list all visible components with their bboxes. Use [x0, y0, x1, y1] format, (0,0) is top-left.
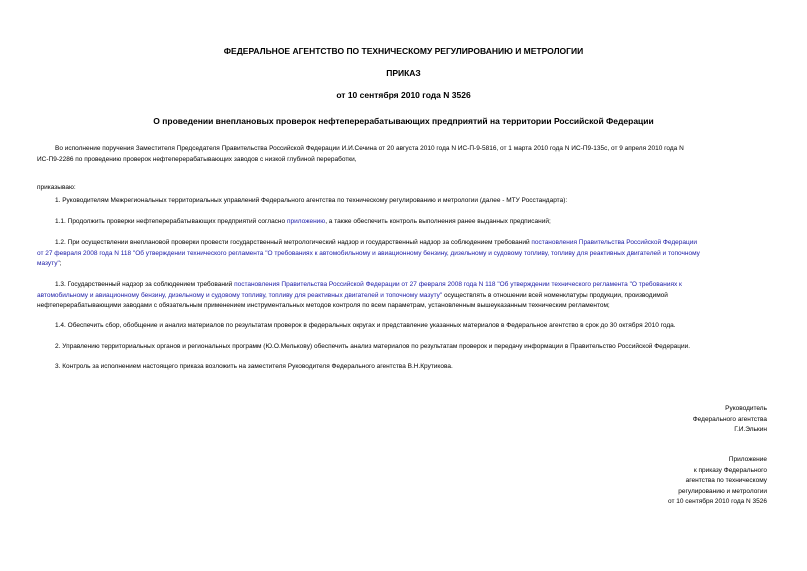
order-word: приказываю: — [37, 184, 76, 191]
resolution-link-cont[interactable]: от 27 февраля 2008 года N 118 "Об утверждении технического регламента "О требованиях к автомобильному и авиационному бензину, дизельному и судовому топливу, топливу для реактивных двигателей и топочному — [37, 249, 700, 257]
doc-type-title: ПРИКАЗ — [386, 68, 421, 78]
signature-position: Руководитель — [725, 405, 767, 412]
agency-title: ФЕДЕРАЛЬНОЕ АГЕНТСТВО ПО ТЕХНИЧЕСКОМУ РЕГУЛИРОВАНИЮ И МЕТРОЛОГИИ — [223, 46, 584, 56]
signature-block — [693, 404, 767, 436]
preamble — [37, 144, 776, 165]
item-1-1: 1.1. Продолжить проверки нефтеперерабатывающих предприятий согласно приложению, а также обеспечить контроль выполнения ранее выданных предписаний; — [55, 218, 551, 225]
doc-subject: О проведении внеплановых проверок нефтеперерабатывающих предприятий на территории Российской Федерации — [153, 116, 654, 126]
signature-agency: Федерального агентства — [692, 415, 767, 423]
regulation-link[interactable]: постановления Правительства Российской Федерации от 27 февраля 2008 года N 118 "Об утверждении технического регламента "О требованиях к — [234, 281, 682, 288]
item-1: 1. Руководителям Межрегиональных территориальных управлений Федерального агентства по техническому регулированию и метрологии (далее - МТУ Росстандарта): — [55, 197, 568, 204]
appendix-link[interactable]: приложению — [286, 218, 326, 225]
item-1-4: 1.4. Обеспечить сбор, обобщение и анализ материалов по результатам проверок в федеральных округах и представление указанных материалов в Федеральное агентство в срок до 30 октября 2010 года. — [55, 322, 676, 329]
doc-date-number: от 10 сентября 2010 года N 3526 — [336, 90, 471, 100]
signature-name: Г.И.Элькин — [734, 426, 767, 433]
resolution-link-end[interactable]: мазуту" — [37, 260, 60, 267]
item-3: 3. Контроль за исполнением настоящего приказа возложить на заместителя Руководителя Федерального агентства В.Н.Крутикова. — [55, 363, 453, 370]
resolution-link[interactable]: постановления Правительства Российской Федерации — [531, 239, 697, 246]
item-2: 2. Управлению территориальных органов и региональных программ (Ю.О.Мельковy) обеспечить анализ материалов по результатам проверок и передачу информации в Правительство Российской Федерации. — [55, 343, 691, 350]
appendix-date: от 10 сентября 2010 года N 3526 — [668, 498, 767, 505]
regulation-link-cont[interactable]: автомобильному и авиационному бензину, дизельному и судовому топливу, топливу для реактивных двигателей и топочному мазуту" — [37, 291, 443, 299]
item-1-2: 1.2. При осуществлении внеплановой проверки провести государственный метрологический надзор и государственный надзор за соблюдением требований постановления Правительства Российской Федерации от 27 февраля 2008 года N 118 "Об утверждении технического регламента "О требованиях к автомобильному и авиационному бензину, дизельному и судовому топливу, топливу для реактивных двигателей и топочному мазуту"; — [37, 238, 776, 270]
preamble-line-1: Во исполнение поручения Заместителя Председателя Правительства Российской Федерации И.И.Сечина от 20 августа 2010 года N ИС-П-9-5816, от 1 марта 2010 года N ИС-П9-135с, от 9 апреля 2010 года N — [55, 145, 684, 152]
appendix-title: Приложение — [728, 456, 767, 463]
appendix-block: Приложение к приказу Федерального агентства по техническому регулированию и метрологии от 10 сентября 2010 года N 3526 — [668, 455, 767, 508]
item-1-3: 1.3. Государственный надзор за соблюдением требований постановления Правительства Российской Федерации от 27 февраля 2008 года N 118 "Об утверждении технического регламента "О требованиях к автомобильному и авиационному бензину, дизельному и судовому топливу, топливу для реактивных двигателей и топочному мазуту" осуществлять в отношении всей номенклатуры продукции, производимой нефтеперерабатывающими заводами с обязательным применением инструментальных методов контроля по всем параметрам, установленным вышеуказанным техническим регламентом; — [37, 281, 682, 309]
preamble-line-2: ИС-П9-2286 по проведению проверок нефтеперерабатывающих заводов с низкой глубиной переработки, — [37, 155, 357, 163]
